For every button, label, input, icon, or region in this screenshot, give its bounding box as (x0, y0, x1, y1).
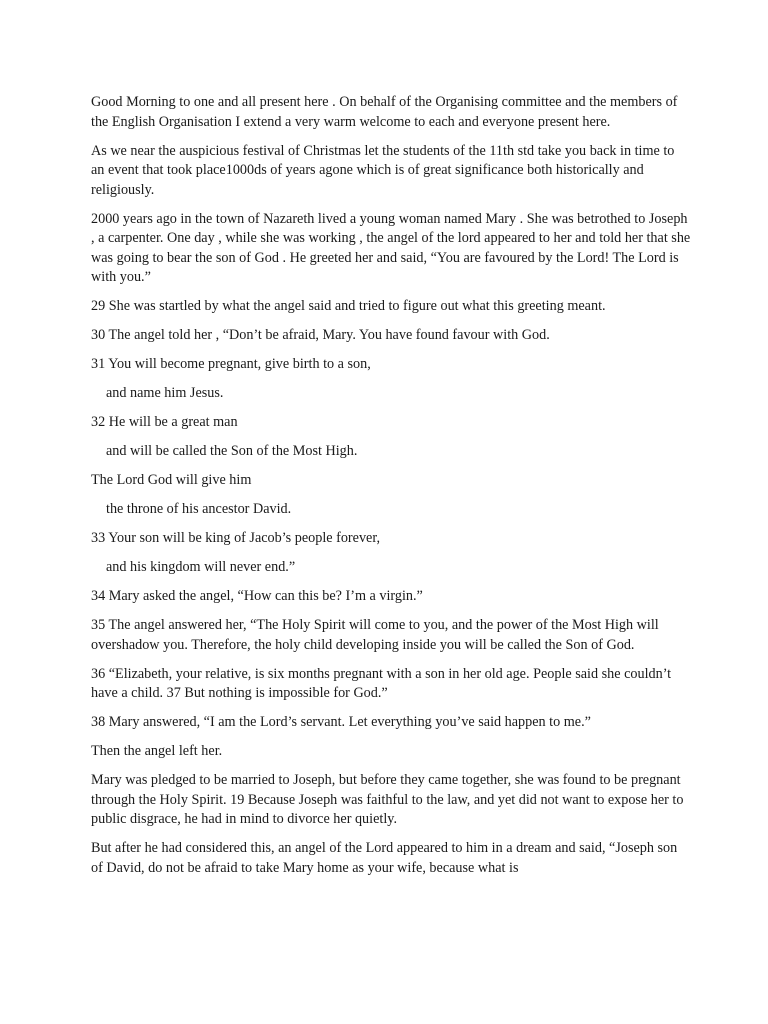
verse-35: 35 The angel answered her, “The Holy Spirit will come to you, and the power of the Most High will overshadow you. Therefore, the holy child developing inside you will be called the Son of God. (91, 617, 659, 653)
verse-33-continued: and his kingdom will never end.” (106, 559, 296, 575)
paragraph-intro: As we near the auspicious festival of Christmas let the students of the 11th std take you back in time to an event that took place1000ds of years agone which is of great significance both historically and religiously. (91, 142, 675, 198)
verse-33: 33 Your son will be king of Jacob’s people forever, (91, 530, 381, 546)
paragraph-joseph-pledge: Mary was pledged to be married to Joseph, but before they came together, she was found to be pregnant through the Holy Spirit. 19 Because Joseph was faithful to the law, and yet did not want to expose her to public disgrace, he had in mind to divorce her quietly. (91, 772, 684, 827)
document-body (91, 93, 691, 888)
verse-31: 31 You will become pregnant, give birth to a son, (91, 356, 371, 372)
verse-36-37: 36 “Elizabeth, your relative, is six months pregnant with a son in her old age. People said she couldn’t have a child. 37 But nothing is impossible for God.” (91, 665, 672, 701)
verse-32: 32 He will be a great man (91, 414, 238, 430)
verse-31-continued: and name him Jesus. (106, 385, 224, 401)
verse-29: 29 She was startled by what the angel said and tried to figure out what this greeting meant. (91, 298, 606, 314)
paragraph-nazareth: 2000 years ago in the town of Nazareth lived a young woman named Mary . She was betrothed to Joseph , a carpenter. One day , while she was working , the angel of the lord appeared to her and told her that she was going to bear the son of God . He greeted her and said, “You are favoured by the Lord! The Lord is with you.” (91, 210, 691, 285)
verse-38: 38 Mary answered, “I am the Lord’s servant. Let everything you’ve said happen to me.” (91, 714, 591, 730)
verse-32-throne: the throne of his ancestor David. (106, 501, 292, 517)
verse-32-continued: and will be called the Son of the Most High. (106, 443, 358, 459)
verse-34: 34 Mary asked the angel, “How can this be? I’m a virgin.” (91, 588, 423, 604)
angel-left: Then the angel left her. (91, 743, 223, 759)
verse-30: 30 The angel told her , “Don’t be afraid, Mary. You have found favour with God. (91, 327, 550, 343)
verse-32-lord-god: The Lord God will give him (91, 472, 252, 488)
paragraph-joseph-dream: But after he had considered this, an angel of the Lord appeared to him in a dream and said, “Joseph son of David, do not be afraid to take Mary home as your wife, because what is (91, 840, 678, 876)
paragraph-welcome: Good Morning to one and all present here . On behalf of the Organising committee and the members of the English Organisation I extend a very warm welcome to each and everyone present here. (91, 94, 678, 130)
